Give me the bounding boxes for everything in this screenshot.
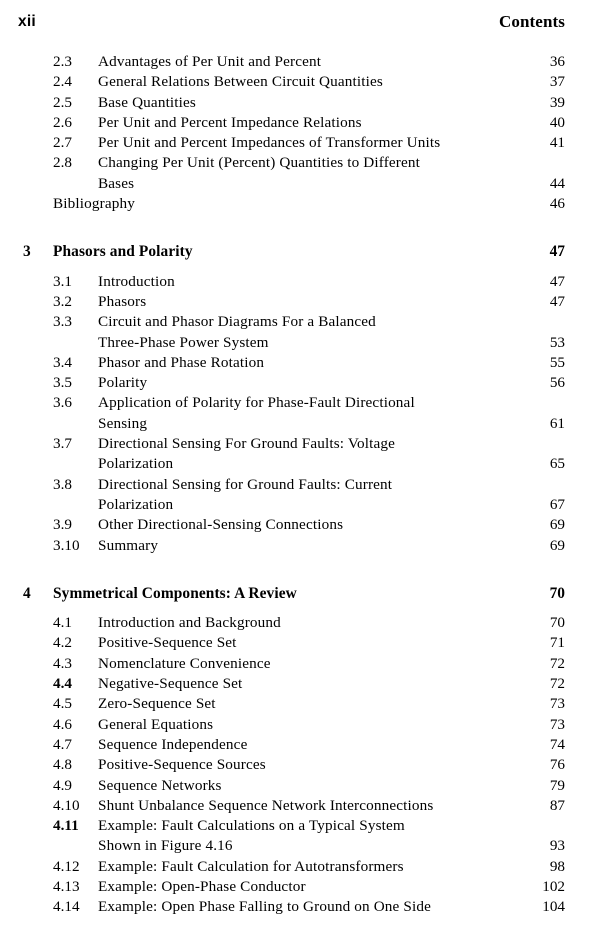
page-number: 39	[549, 93, 565, 111]
page-number: 73	[549, 695, 565, 713]
running-head	[0, 13, 602, 37]
toc-spacer	[0, 605, 602, 614]
page-number: 73	[549, 715, 565, 733]
section-number: 4.4	[53, 675, 72, 693]
toc-entry[interactable]	[0, 516, 602, 536]
toc-entry[interactable]	[0, 114, 602, 134]
section-title: Directional Sensing For Ground Faults: Voltage	[98, 435, 395, 453]
section-number: 4.13	[53, 877, 80, 895]
section-title: Sequence Networks	[98, 776, 222, 794]
section-title: Example: Open Phase Falling to Ground on One Side	[98, 898, 431, 916]
page-number: 74	[549, 735, 565, 753]
section-title: Per Unit and Percent Impedance Relations	[98, 113, 362, 131]
page-number: 40	[549, 113, 565, 131]
section-title: Zero-Sequence Set	[98, 695, 216, 713]
section-title: Bases	[98, 174, 135, 192]
toc-chapter-entry[interactable]	[0, 243, 602, 263]
section-title: Polarization	[98, 495, 174, 513]
toc-spacer	[0, 264, 602, 273]
section-title: Example: Open-Phase Conductor	[98, 877, 306, 895]
toc-entry[interactable]	[0, 293, 602, 313]
toc-entry[interactable]	[0, 394, 602, 414]
toc-entry[interactable]	[0, 94, 602, 114]
section-number: 4.3	[53, 654, 72, 672]
toc-entry[interactable]	[0, 858, 602, 878]
section-title: Polarity	[98, 374, 148, 392]
toc-entry-continuation	[0, 455, 602, 475]
section-number: 3.8	[53, 475, 72, 493]
section-number: 4.12	[53, 857, 80, 875]
page-number: 56	[549, 374, 565, 392]
section-number: 4.10	[53, 796, 80, 814]
section-number: 3.4	[53, 353, 72, 371]
page-number: 71	[549, 634, 565, 652]
section-title: Changing Per Unit (Percent) Quantities to Different	[98, 154, 421, 172]
section-number: 2.7	[53, 134, 72, 152]
section-title: Example: Fault Calculations on a Typical System	[98, 817, 405, 835]
toc-entry[interactable]	[0, 736, 602, 756]
section-title: Advantages of Per Unit and Percent	[98, 53, 322, 70]
page-number: 47	[549, 243, 565, 261]
toc-entry[interactable]	[0, 614, 602, 634]
section-number: 4.2	[53, 634, 72, 652]
page-number: 70	[549, 584, 565, 602]
toc-entry[interactable]	[0, 756, 602, 776]
toc-entry[interactable]	[0, 817, 602, 837]
section-number: 2.6	[53, 113, 72, 131]
page-number: 72	[549, 654, 565, 672]
section-number: 3.7	[53, 435, 72, 453]
section-number: 3.9	[53, 516, 72, 534]
toc-entry[interactable]	[0, 134, 602, 154]
toc-entry[interactable]	[0, 374, 602, 394]
toc-entry[interactable]	[0, 675, 602, 695]
chapter-title: Phasors and Polarity	[53, 243, 193, 261]
toc-entry[interactable]	[0, 313, 602, 333]
section-number: 3.3	[53, 313, 72, 331]
section-number: 4.6	[53, 715, 72, 733]
section-number: 4.5	[53, 695, 72, 713]
section-title: Positive-Sequence Set	[98, 634, 237, 652]
section-number: 3.2	[53, 292, 72, 310]
toc-entry-continuation	[0, 334, 602, 354]
section-title: Phasors	[98, 292, 147, 310]
toc-entry[interactable]	[0, 777, 602, 797]
section-number: 2.3	[53, 53, 72, 70]
table-of-contents	[0, 53, 602, 919]
running-head-title: Contents	[499, 12, 565, 31]
section-title: Per Unit and Percent Impedances of Transformer Units	[98, 134, 441, 152]
section-title: Polarization	[98, 455, 174, 473]
page-number: 72	[549, 675, 565, 693]
page-number: 65	[549, 455, 565, 473]
page-number: 102	[542, 877, 565, 895]
section-number: 4.11	[53, 817, 79, 835]
page-number: 104	[542, 898, 565, 916]
page-number: 41	[549, 134, 565, 152]
section-title: Circuit and Phasor Diagrams For a Balanced	[98, 313, 376, 331]
page-number: 53	[549, 333, 565, 351]
section-title: Sequence Independence	[98, 735, 248, 753]
section-title: General Relations Between Circuit Quantities	[98, 73, 383, 91]
section-number: 4.1	[53, 614, 72, 632]
toc-entry-continuation	[0, 496, 602, 516]
toc-entry[interactable]	[0, 195, 602, 215]
page-number: 76	[549, 756, 565, 774]
section-title: Positive-Sequence Sources	[98, 756, 266, 774]
section-title: Nomenclature Convenience	[98, 654, 271, 672]
section-title: Shown in Figure 4.16	[98, 837, 233, 855]
section-number: 4.7	[53, 735, 72, 753]
section-number: 4.14	[53, 898, 80, 916]
page-folio: xii	[18, 13, 36, 30]
section-title: Base Quantities	[98, 93, 196, 111]
section-title: Three-Phase Power System	[98, 333, 269, 351]
page-number: 47	[549, 292, 565, 310]
section-title: Phasor and Phase Rotation	[98, 353, 265, 371]
toc-entry[interactable]	[0, 716, 602, 736]
page-number: 93	[549, 837, 565, 855]
toc-entry[interactable]	[0, 435, 602, 455]
section-title: Application of Polarity for Phase-Fault Directional	[98, 394, 415, 412]
toc-entry[interactable]	[0, 537, 602, 557]
toc-spacer	[0, 557, 602, 585]
page-number: 87	[549, 796, 565, 814]
toc-entry[interactable]	[0, 53, 602, 73]
page-number: 37	[549, 73, 565, 91]
toc-entry-title: Bibliography	[53, 195, 135, 213]
section-title: Sensing	[98, 414, 148, 432]
page-number: 47	[549, 272, 565, 290]
toc-entry[interactable]	[0, 354, 602, 374]
toc-entry-continuation	[0, 175, 602, 195]
toc-entry[interactable]	[0, 273, 602, 293]
page-number: 69	[549, 516, 565, 534]
toc-entry[interactable]	[0, 797, 602, 817]
section-number: 3.1	[53, 272, 72, 290]
section-number: 4.9	[53, 776, 72, 794]
toc-entry-continuation	[0, 415, 602, 435]
section-number: 4.8	[53, 756, 72, 774]
section-title: Directional Sensing for Ground Faults: Current	[98, 475, 393, 493]
toc-entry[interactable]	[0, 73, 602, 93]
page-number: 98	[549, 857, 565, 875]
section-number: 2.8	[53, 154, 72, 172]
toc-spacer	[0, 215, 602, 243]
section-title: Shunt Unbalance Sequence Network Interconnections	[98, 796, 434, 814]
section-title: Example: Fault Calculation for Autotransformers	[98, 857, 404, 875]
toc-entry[interactable]	[0, 898, 602, 918]
chapter-title: Symmetrical Components: A Review	[53, 584, 297, 602]
page-number: 36	[549, 53, 565, 70]
page-number: 70	[549, 614, 565, 632]
page-number: 79	[549, 776, 565, 794]
page-number: 61	[549, 414, 565, 432]
chapter-number: 4	[23, 584, 31, 602]
section-title: Introduction and Background	[98, 614, 281, 632]
page-number: 44	[549, 174, 565, 192]
toc-entry[interactable]	[0, 655, 602, 675]
section-title: Other Directional-Sensing Connections	[98, 516, 344, 534]
section-title: Introduction	[98, 272, 175, 290]
section-title: Negative-Sequence Set	[98, 675, 243, 693]
toc-entry[interactable]	[0, 695, 602, 715]
section-number: 2.4	[53, 73, 72, 91]
section-title: Summary	[98, 536, 159, 554]
page-number: 69	[549, 536, 565, 554]
toc-entry[interactable]	[0, 154, 602, 174]
section-number: 2.5	[53, 93, 72, 111]
page-number: 67	[549, 495, 565, 513]
toc-entry-continuation	[0, 837, 602, 857]
page-number: 46	[549, 195, 565, 213]
toc-entry[interactable]	[0, 634, 602, 654]
toc-entry[interactable]	[0, 476, 602, 496]
section-title: General Equations	[98, 715, 214, 733]
section-number: 3.10	[53, 536, 80, 554]
page-number: 55	[549, 353, 565, 371]
toc-chapter-entry[interactable]	[0, 585, 602, 605]
section-number: 3.5	[53, 374, 72, 392]
toc-entry[interactable]	[0, 878, 602, 898]
chapter-number: 3	[23, 243, 31, 261]
section-number: 3.6	[53, 394, 72, 412]
